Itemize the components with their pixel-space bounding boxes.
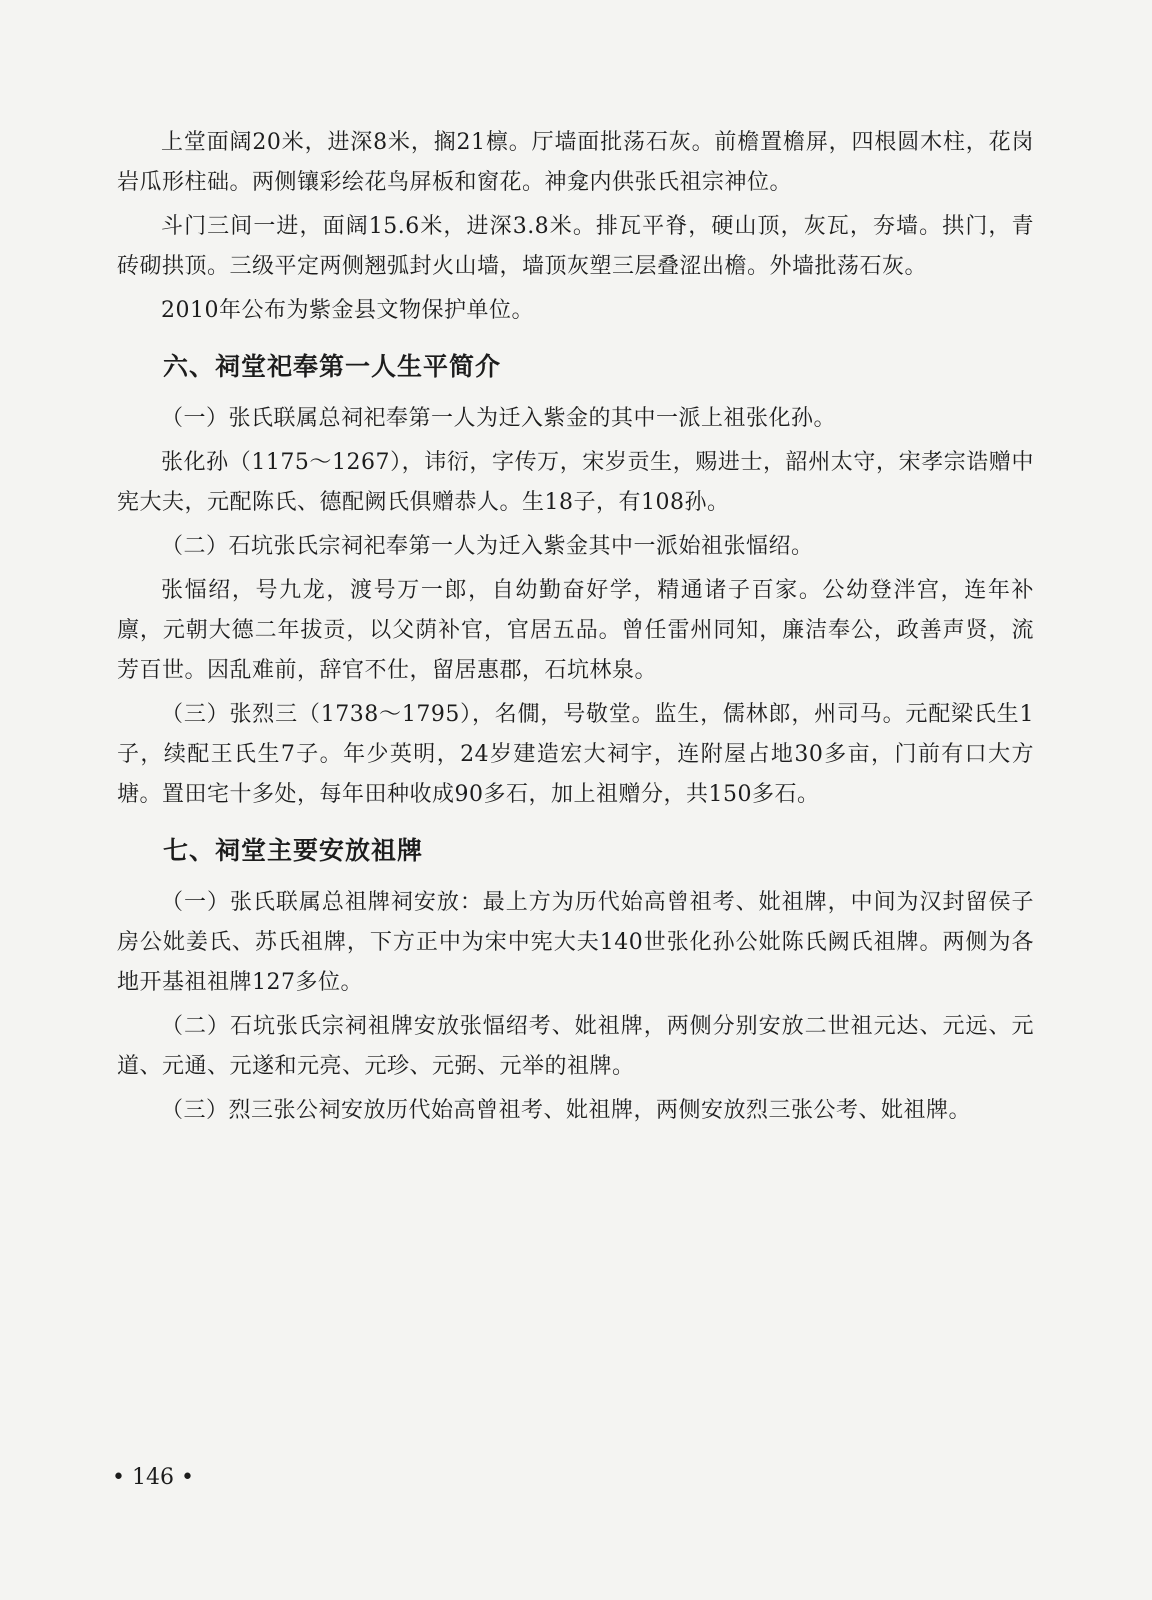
paragraph: 张愊绍，号九龙，渡号万一郎，自幼勤奋好学，精通诸子百家。公幼登泮宫，连年补廪，元朝大德二年拔贡，以父荫补官，官居五品。曾任雷州同知，廉洁奉公，政善声贤，流芳百世。因乱难前，辞官不仕，留居惠郡，石坑林泉。 [117, 578, 1034, 683]
paragraph: 上堂面阔20米，进深8米，搁21檩。厅墙面批荡石灰。前檐置檐屏，四根圆木柱，花岗岩瓜形柱础。两侧镶彩绘花鸟屏板和窗花。神龛内供张氏祖宗神位。 [117, 130, 1034, 195]
paragraph: （三）张烈三（1738～1795），名僩，号敬堂。监生，儒林郎，州司马。元配梁氏生1子，续配王氏生7子。年少英明，24岁建造宏大祠宇，连附屋占地30多亩，门前有口大方塘。置田宅十多处，每年田种收成90多石，加上祖赠分，共150多石。 [117, 702, 1034, 807]
page-number: • 146 • [112, 1465, 194, 1490]
paragraph: 张化孙（1175～1267），讳衍，字传万，宋岁贡生，赐进士，韶州太守，宋孝宗诰赠中宪大夫，元配陈氏、德配阙氏俱赠恭人。生18子，有108孙。 [117, 450, 1034, 515]
paragraph: （二）石坑张氏宗祠祀奉第一人为迁入紫金其中一派始祖张愊绍。 [161, 534, 814, 559]
paragraph: （一）张氏联属总祠祀奉第一人为迁入紫金的其中一派上祖张化孙。 [161, 406, 837, 431]
section-heading: 六、祠堂祀奉第一人生平简介 [163, 352, 502, 381]
section-heading: 七、祠堂主要安放祖牌 [163, 836, 424, 865]
paragraph: 斗门三间一进，面阔15.6米，进深3.8米。排瓦平脊，硬山顶，灰瓦，夯墙。拱门，青砖砌拱顶。三级平定两侧翘弧封火山墙，墙顶灰塑三层叠涩出檐。外墙批荡石灰。 [117, 214, 1034, 279]
paragraph: （三）烈三张公祠安放历代始高曾祖考、妣祖牌，两侧安放烈三张公考、妣祖牌。 [161, 1098, 972, 1123]
paragraph: （一）张氏联属总祖牌祠安放：最上方为历代始高曾祖考、妣祖牌，中间为汉封留侯子房公妣姜氏、苏氏祖牌，下方正中为宋中宪大夫140世张化孙公妣陈氏阙氏祖牌。两侧为各地开基祖祖牌127多位。 [117, 890, 1034, 995]
paragraph: 2010年公布为紫金县文物保护单位。 [161, 298, 534, 323]
paragraph: （二）石坑张氏宗祠祖牌安放张愊绍考、妣祖牌，两侧分别安放二世祖元达、元远、元道、元通、元遂和元亮、元珍、元弼、元举的祖牌。 [117, 1014, 1034, 1079]
page-content [117, 123, 1034, 1135]
